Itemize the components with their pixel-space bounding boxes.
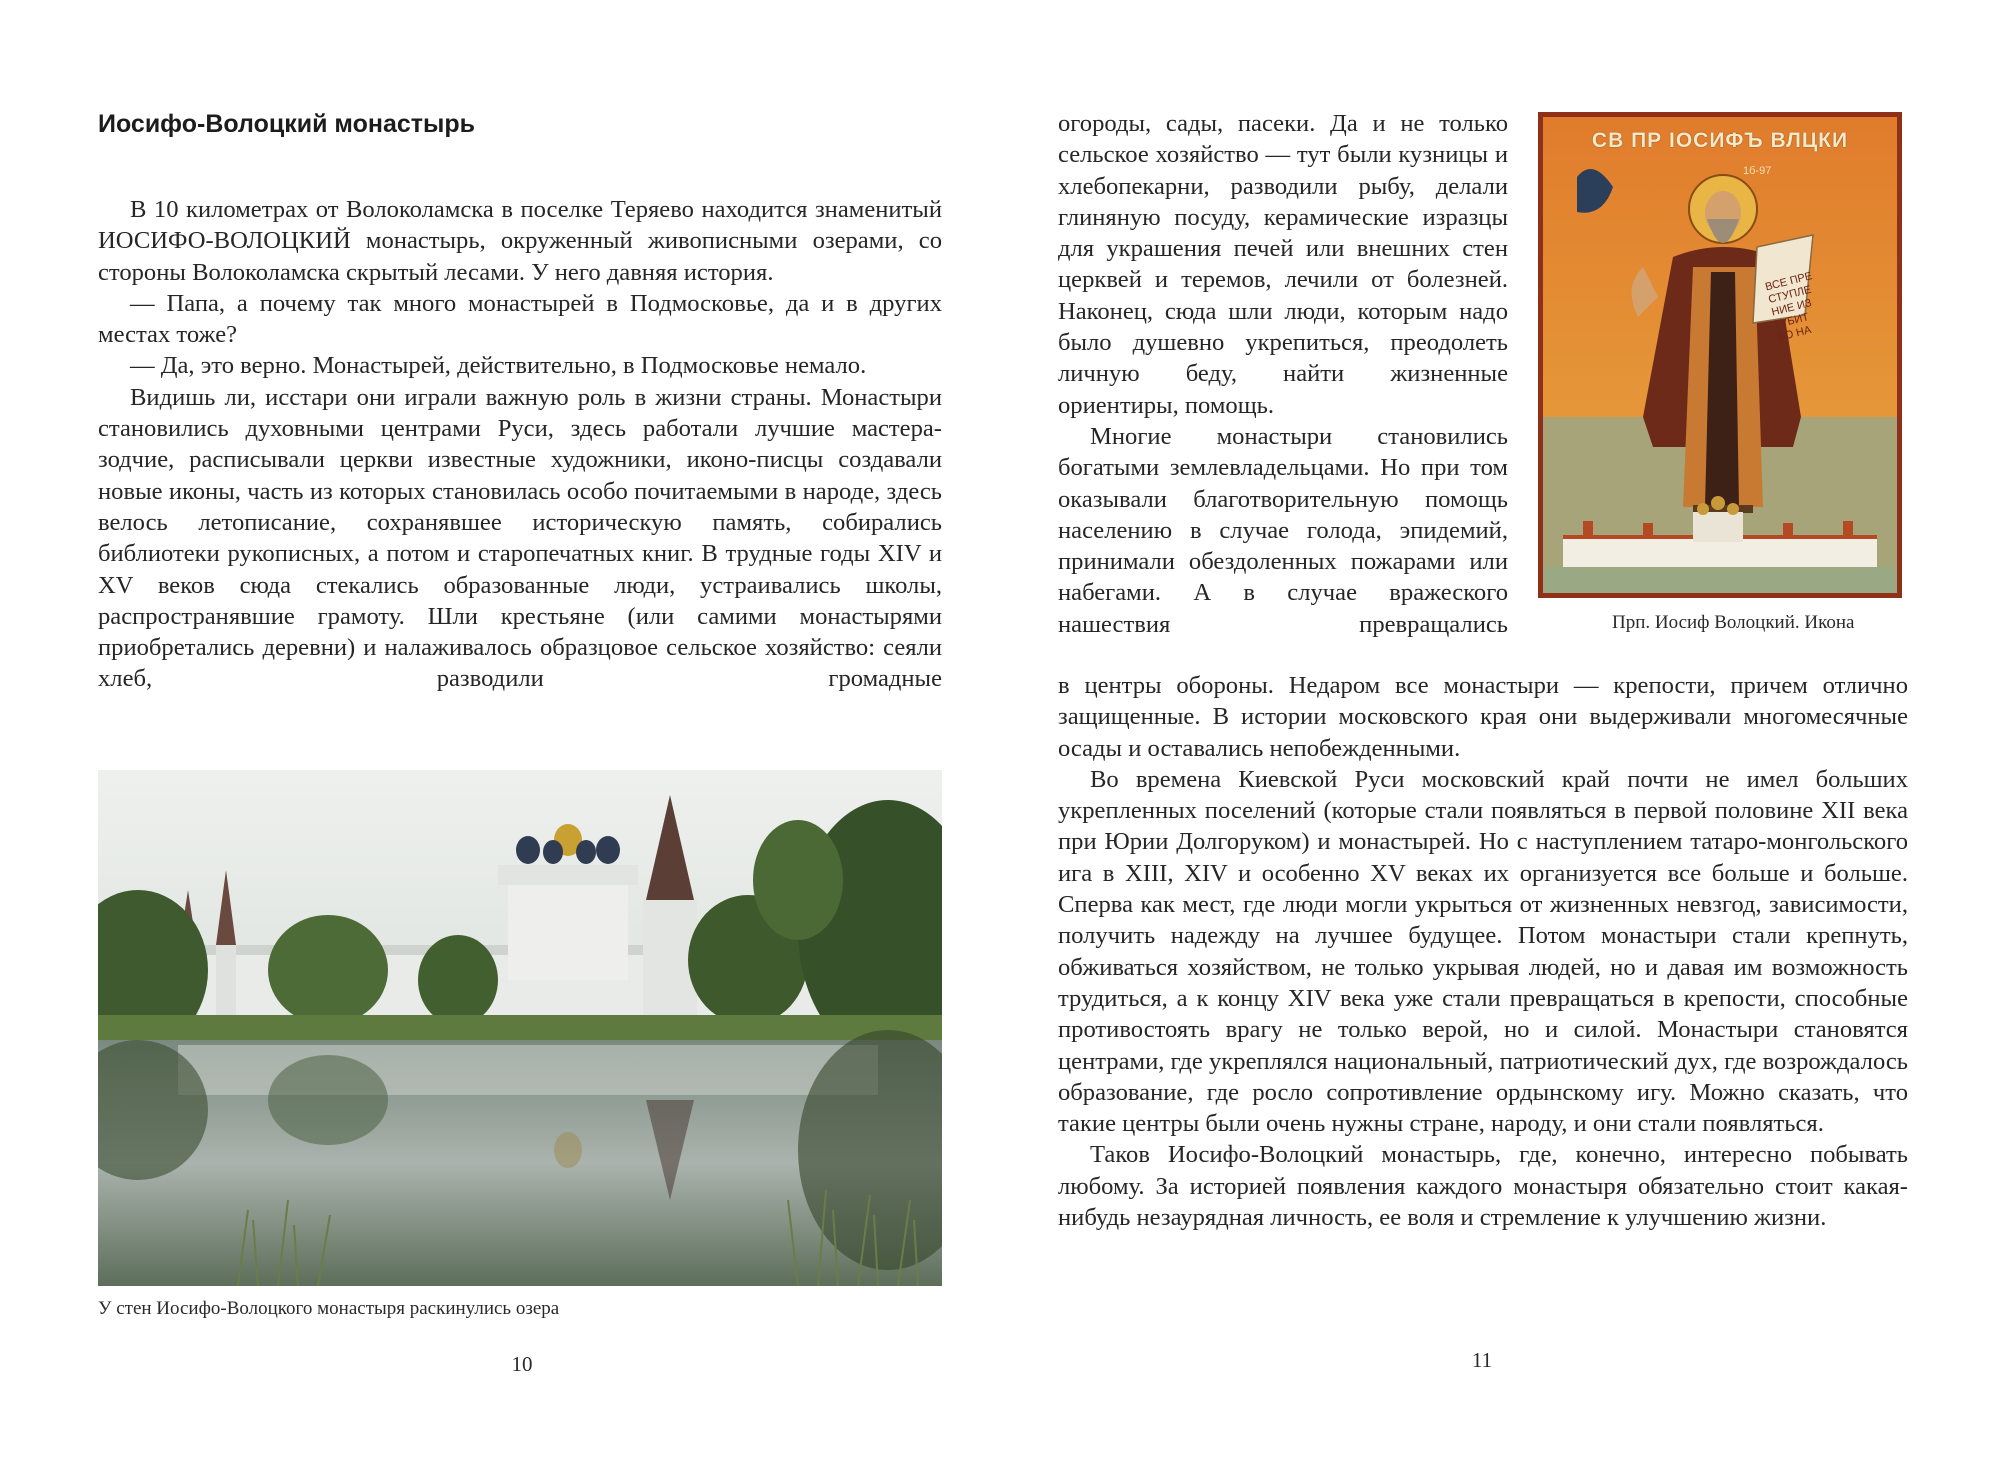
left-body-text — [98, 194, 942, 695]
photo-caption: У стен Иосифо-Волоцкого монастыря раскинулись озера — [98, 1298, 560, 1319]
scroll-inscription: ВСЕ ПРЕ СТУПЛЕ НИЕ ИЗ ГУБИТ БО НА — [1764, 270, 1814, 344]
paragraph: — Папа, а почему так много монастырей в Подмосковье, да и в других местах тоже? — [98, 289, 942, 349]
paragraph: в центры обороны. Недаром все монастыри — крепости, причем отлично защищенные. В истории московского края они выдерживали многомесячные осады и оставались непобежденными. — [1058, 672, 1908, 762]
page-number: 10 — [511, 1352, 533, 1376]
paragraph: Многие монастыри становились богатыми землевладельцами. Но при том оказывали благотворительную помощь населению в случае голода, эпидемий, принимали обездоленных пожарами или набегами. А в случае вражеского нашествия превращались — [1058, 422, 1508, 638]
paragraph: Во времена Киевской Руси московский край почти не имел больших укрепленных поселений (которые стали появляться в первой половине XII века при Юрии Долгоруком) и монастырей. Но с наступлением татаро-монгольского ига в XIII, XIV и особенно XV веках их организуется все больше и больше. Сперва как мест, где люди могли укрыться от жизненных невзгод, зависимости, получить надежду на лучшее будущее. Потом монастыри стали крепнуть, обживаться хозяйством, не только укрывая людей, но и давая им возможность трудиться, а к концу XIV века уже стали превращаться в крепости, способные противостоять врагу не только верой, но и силой. Монастыри становятся центрами, где укреплялся национальный, патриотический дух, где возрождалось образование, где росло сопротивление ордынскому игу. Можно сказать, что такие центры были очень нужны стране, народу, и они стали появляться. — [1058, 765, 1908, 1138]
paragraph: Таков Иосифо-Волоцкий монастырь, где, конечно, интересно побывать любому. За историей появления каждого монастыря обязательно стоит какая-нибудь незаурядная личность, ее воля и стремление к улучшению жизни. — [1058, 1141, 1908, 1232]
saint-icon-image — [1538, 112, 1902, 598]
paragraph: Видишь ли, исстари они играли важную роль в жизни страны. Монастыри становились духовными центрами Руси, здесь работали лучшие мастера-зодчие, расписывали церкви известные художники, иконо-писцы создавали новые иконы, часть из которых становилась особо почитаемыми в народе, здесь велось летописание, сохранявшее историческую память, собирались библиотеки рукописных, а потом и старопечатных книг. В трудные годы XIV и XV веков сюда стекались образованные люди, устраивались школы, распространявшие грамоту. Шли крестьяне (или самими монастырями приобретались деревни) и налаживалось образцовое сельское хозяйство: сеяли хлеб, разводили громадные — [98, 383, 942, 693]
monastery-lake-photo — [98, 770, 942, 1286]
paragraph: — Да, это верно. Монастырей, действительно, в Подмосковье немало. — [130, 352, 867, 380]
right-bottom-text — [1058, 670, 1908, 1233]
right-top-text — [1058, 108, 1508, 640]
icon-caption: Прп. Иосиф Волоцкий. Икона — [1612, 612, 1855, 633]
paragraph: В 10 километрах от Волоколамска в поселке Теряево находится знаменитый ИОСИФО-ВОЛОЦКИЙ монастырь, окруженный живописными озерами, со стороны Волоколамска скрытый лесами. У него давняя история. — [98, 196, 942, 286]
right-page — [1000, 0, 2000, 1460]
page-heading: Иосифо-Волоцкий монастырь — [98, 110, 475, 138]
paragraph: огороды, сады, пасеки. Да и не только сельское хозяйство — тут были кузницы и хлебопекарни, разводили рыбу, делали глиняную посуду, керамические изразцы для украшения печей или внешних стен церквей и теремов, лечили от болезней. Наконец, сюда шли люди, которым надо было душевно укрепиться, преодолеть личную беду, найти жизненные ориентиры, помощь. — [1058, 110, 1508, 419]
page-number: 11 — [1471, 1348, 1493, 1372]
icon-inscription: СВ ПР ІОСИФЪ ВЛЦКИ — [1591, 129, 1849, 152]
icon-date: 1б-97 — [1743, 165, 1772, 177]
